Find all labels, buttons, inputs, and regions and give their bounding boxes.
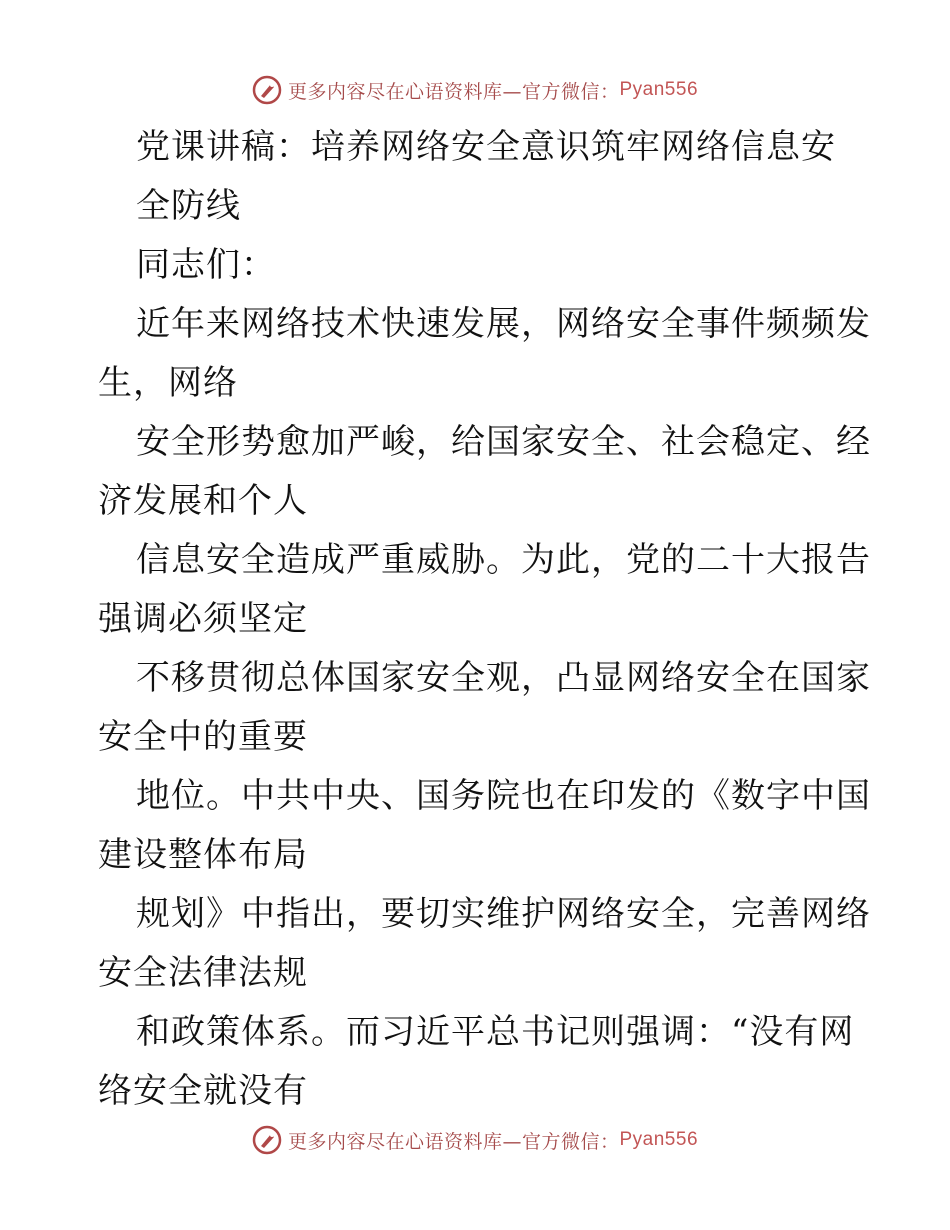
paragraph-line: 规划》中指出，要切实维护网络安全，完善网络 [136, 894, 871, 934]
paragraph-line: 强调必须坚定 [98, 599, 308, 639]
paragraph-line: 安全中的重要 [98, 717, 308, 757]
watermark-text: 更多内容尽在心语资料库—官方微信： [287, 1130, 620, 1153]
paragraph-line: 安全形势愈加严峻，给国家安全、社会稳定、经 [136, 422, 871, 462]
fountain-pen-logo-icon [252, 1125, 282, 1155]
paragraph-line: 安全法律法规 [98, 953, 308, 993]
document-title-line-1: 党课讲稿：培养网络安全意识筑牢网络信息安 [136, 127, 836, 167]
watermark-contact: Pyan556 [619, 1129, 699, 1150]
header-watermark [0, 70, 950, 110]
fountain-pen-logo-icon [252, 75, 282, 105]
salutation: 同志们： [136, 245, 276, 285]
paragraph-line: 信息安全造成严重威胁。为此，党的二十大报告 [136, 540, 871, 580]
paragraph-line: 络安全就没有 [98, 1071, 308, 1111]
paragraph-line: 和政策体系。而习近平总书记则强调：“没有网 [136, 1012, 855, 1052]
paragraph-line: 济发展和个人 [98, 481, 308, 521]
watermark-contact: Pyan556 [619, 79, 699, 100]
paragraph-line: 建设整体布局 [98, 835, 308, 875]
paragraph-line: 不移贯彻总体国家安全观，凸显网络安全在国家 [136, 658, 871, 698]
document-title-line-2: 全防线 [136, 186, 241, 226]
watermark-text: 更多内容尽在心语资料库—官方微信： [287, 80, 620, 103]
paragraph-line: 近年来网络技术快速发展，网络安全事件频频发 [136, 304, 871, 344]
paragraph-line: 地位。中共中央、国务院也在印发的《数字中国 [136, 776, 871, 816]
paragraph-line: 生，网络 [98, 363, 238, 403]
footer-watermark [0, 1120, 950, 1160]
document-body [98, 118, 871, 1121]
